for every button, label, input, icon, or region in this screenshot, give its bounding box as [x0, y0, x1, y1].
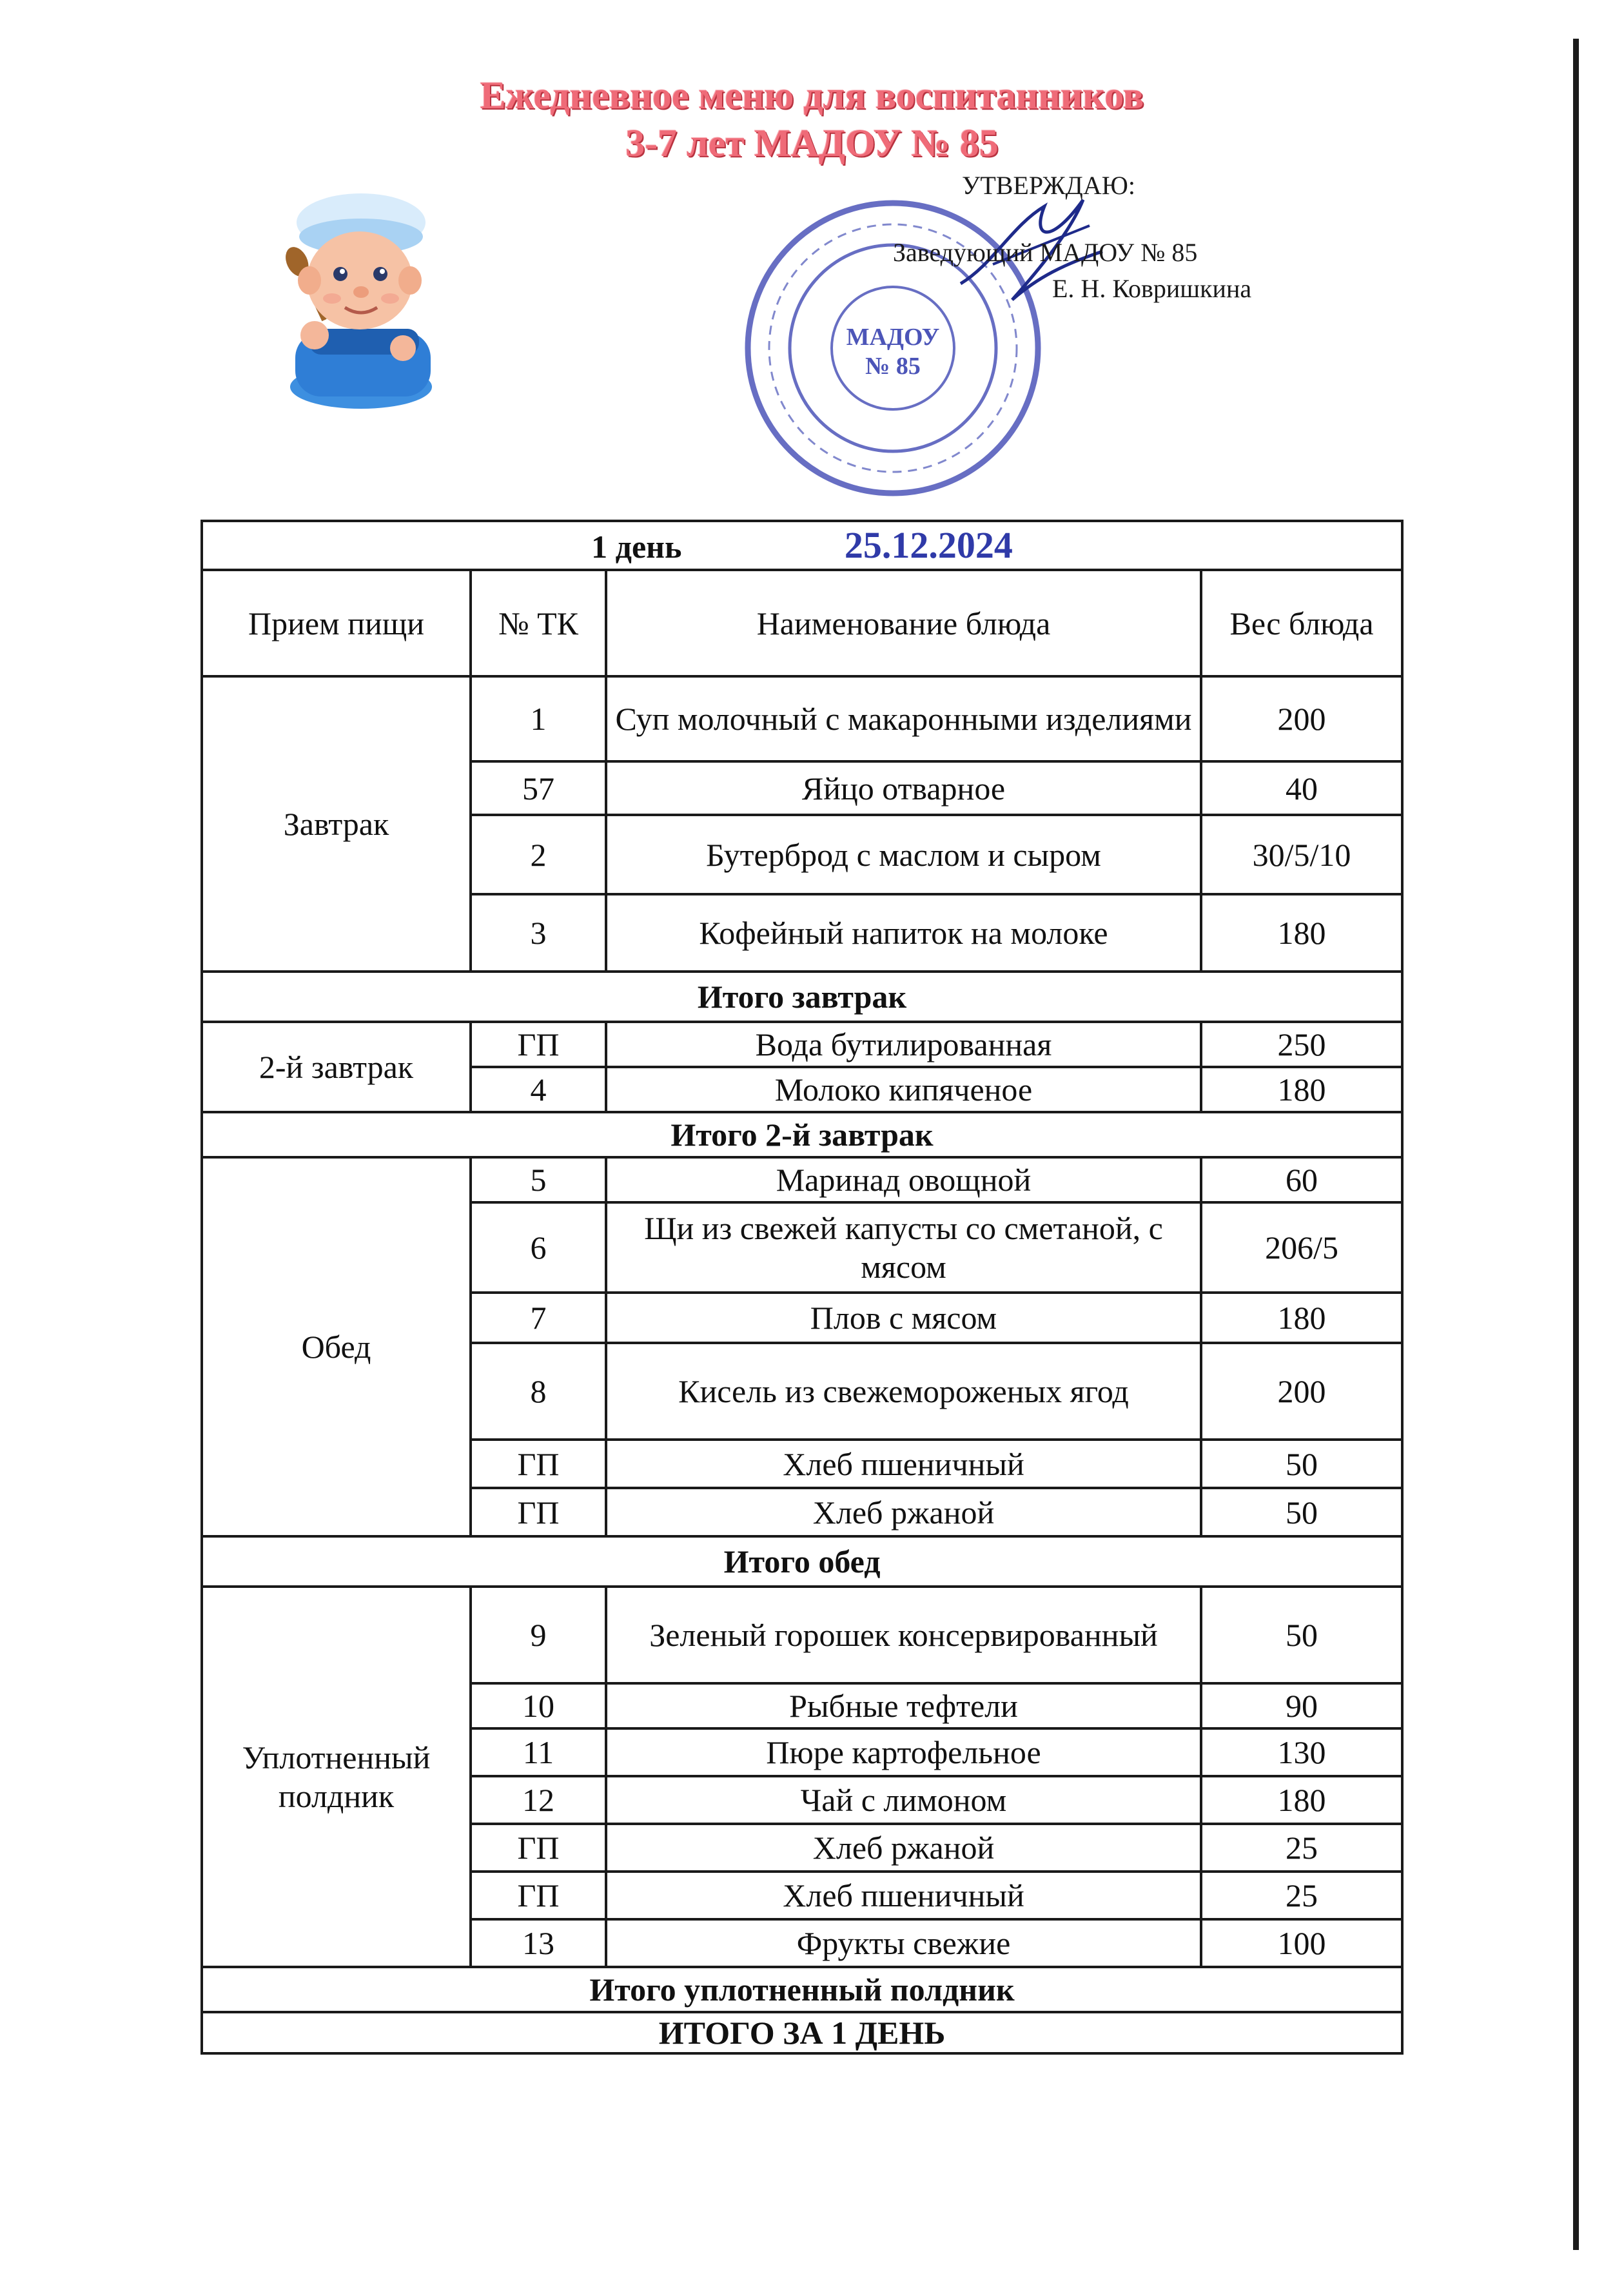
weight-cell: 206/5	[1201, 1202, 1402, 1293]
tk-cell: 1	[471, 676, 606, 761]
day-header-row	[202, 521, 1402, 570]
chef-mascot-image	[264, 190, 451, 409]
weight-cell: 50	[1201, 1488, 1402, 1536]
stamp-center-line2: № 85	[865, 353, 921, 380]
dish-cell: Хлеб пшеничный	[606, 1440, 1201, 1488]
approval-name: Е. Н. Ковришкина	[1052, 274, 1252, 303]
total-row	[202, 1536, 1402, 1587]
dish-cell: Вода бутилированная	[606, 1022, 1201, 1067]
tk-cell: 8	[471, 1343, 606, 1440]
total-breakfast: Итого завтрак	[202, 972, 1402, 1022]
table-row	[202, 1587, 1402, 1683]
tk-cell: ГП	[471, 1488, 606, 1536]
tk-cell: 57	[471, 761, 606, 815]
dish-cell: Чай с лимоном	[606, 1776, 1201, 1824]
day-label: 1 день	[591, 529, 682, 565]
weight-cell: 25	[1201, 1872, 1402, 1919]
menu-table	[201, 520, 1404, 2055]
day-header-cell	[202, 521, 1402, 570]
table-row	[202, 1022, 1402, 1067]
weight-cell: 60	[1201, 1157, 1402, 1202]
weight-cell: 200	[1201, 676, 1402, 761]
total-row	[202, 1112, 1402, 1157]
weight-cell: 180	[1201, 1067, 1402, 1112]
tk-cell: 9	[471, 1587, 606, 1683]
weight-cell: 200	[1201, 1343, 1402, 1440]
tk-cell: 13	[471, 1919, 606, 1967]
dish-cell: Зеленый горошек консервированный	[606, 1587, 1201, 1683]
dish-cell: Пюре картофельное	[606, 1728, 1201, 1776]
grand-total-row	[202, 2012, 1402, 2053]
meal-name-cell: Обед	[202, 1157, 471, 1536]
weight-cell: 90	[1201, 1683, 1402, 1728]
dish-cell: Молоко кипяченое	[606, 1067, 1201, 1112]
tk-cell: 2	[471, 815, 606, 894]
meal-name-cell: Уплотненный полдник	[202, 1587, 471, 1967]
weight-cell: 40	[1201, 761, 1402, 815]
column-header: Прием пищи	[202, 570, 471, 676]
weight-cell: 180	[1201, 1293, 1402, 1343]
tk-cell: 7	[471, 1293, 606, 1343]
column-header: Наименование блюда	[606, 570, 1201, 676]
stamp-center-line1: МАДОУ	[846, 324, 940, 351]
weight-cell: 100	[1201, 1919, 1402, 1967]
total-row	[202, 972, 1402, 1022]
tk-cell: 11	[471, 1728, 606, 1776]
dish-cell: Плов с мясом	[606, 1293, 1201, 1343]
dish-cell: Бутерброд с маслом и сыром	[606, 815, 1201, 894]
table-row	[202, 1157, 1402, 1202]
column-header: № ТК	[471, 570, 606, 676]
column-header: Вес блюда	[1201, 570, 1402, 676]
dish-cell: Рыбные тефтели	[606, 1683, 1201, 1728]
tk-cell: 10	[471, 1683, 606, 1728]
dish-cell: Хлеб пшеничный	[606, 1872, 1201, 1919]
page-title-line1: Ежедневное меню для воспитанников	[480, 74, 1144, 117]
tk-cell: ГП	[471, 1824, 606, 1872]
tk-cell: 3	[471, 894, 606, 972]
weight-cell: 25	[1201, 1824, 1402, 1872]
tk-cell: 5	[471, 1157, 606, 1202]
weight-cell: 130	[1201, 1728, 1402, 1776]
dish-cell: Суп молочный с макаронными изделиями	[606, 676, 1201, 761]
dish-cell: Маринад овощной	[606, 1157, 1201, 1202]
approval-position: Заведующий МАДОУ № 85	[893, 238, 1198, 267]
dish-cell: Хлеб ржаной	[606, 1488, 1201, 1536]
dish-cell: Щи из свежей капусты со сметаной, с мясом	[606, 1202, 1201, 1293]
grand-total: ИТОГО ЗА 1 ДЕНЬ	[202, 2012, 1402, 2053]
tk-cell: 6	[471, 1202, 606, 1293]
column-header-row	[202, 570, 1402, 676]
weight-cell: 250	[1201, 1022, 1402, 1067]
tk-cell: 12	[471, 1776, 606, 1824]
menu-date: 25.12.2024	[844, 524, 1013, 567]
tk-cell: ГП	[471, 1872, 606, 1919]
approval-heading: УТВЕРЖДАЮ:	[962, 171, 1135, 200]
page-title-line2: 3-7 лет МАДОУ № 85	[625, 122, 999, 164]
dish-cell: Хлеб ржаной	[606, 1824, 1201, 1872]
tk-cell: ГП	[471, 1022, 606, 1067]
tk-cell: ГП	[471, 1440, 606, 1488]
weight-cell: 50	[1201, 1440, 1402, 1488]
dish-cell: Кофейный напиток на молоке	[606, 894, 1201, 972]
total-row	[202, 1967, 1402, 2012]
weight-cell: 180	[1201, 894, 1402, 972]
total-second-breakfast: Итого 2-й завтрак	[202, 1112, 1402, 1157]
meal-name-cell: 2-й завтрак	[202, 1022, 471, 1112]
scan-edge-bar	[1573, 39, 1579, 2250]
dish-cell: Яйцо отварное	[606, 761, 1201, 815]
weight-cell: 50	[1201, 1587, 1402, 1683]
weight-cell: 180	[1201, 1776, 1402, 1824]
table-row	[202, 676, 1402, 761]
dish-cell: Кисель из свежемороженых ягод	[606, 1343, 1201, 1440]
meal-name-cell: Завтрак	[202, 676, 471, 972]
total-snack: Итого уплотненный полдник	[202, 1967, 1402, 2012]
total-lunch: Итого обед	[202, 1536, 1402, 1587]
dish-cell: Фрукты свежие	[606, 1919, 1201, 1967]
tk-cell: 4	[471, 1067, 606, 1112]
weight-cell: 30/5/10	[1201, 815, 1402, 894]
